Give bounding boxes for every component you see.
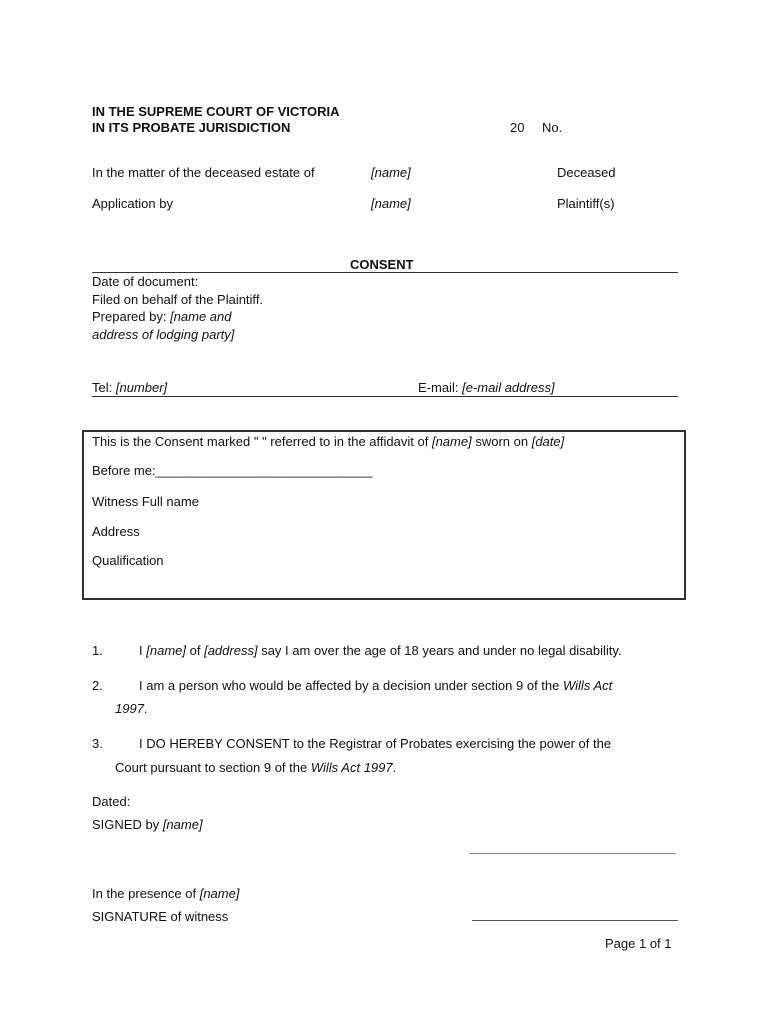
clause-1-address: [address] [204, 643, 258, 658]
clause-1-text [139, 643, 622, 658]
clause-3-end: . [392, 760, 397, 775]
title-rule [92, 272, 678, 273]
clause-1-part: of [189, 643, 201, 658]
affidavit-intro-text: This is the Consent marked " " referred to in the affidavit of [92, 434, 429, 449]
deceased-name: [name] [371, 165, 411, 180]
clause-2-number: 2. [92, 678, 103, 693]
clause-3-line1: I DO HEREBY CONSENT to the Registrar of Probates exercising the power of the [139, 736, 612, 751]
witness-qualification: Qualification [92, 553, 164, 568]
email-label: E-mail: [418, 380, 459, 395]
email [418, 380, 555, 395]
jurisdiction-line: IN ITS PROBATE JURISDICTION [92, 120, 291, 135]
year-prefix: 20 [510, 120, 525, 135]
witness-address: Address [92, 524, 140, 539]
witness-signature-line [472, 920, 678, 921]
affidavit-date: [date] [531, 434, 565, 449]
clause-2-text [139, 678, 612, 693]
applicant-role: Plaintiff(s) [557, 196, 615, 211]
clause-2-act: Wills Act [563, 678, 613, 693]
signed-by-name: [name] [162, 817, 203, 832]
dated-label: Dated: [92, 794, 131, 809]
filed-on-behalf: Filed on behalf of the Plaintiff. [92, 292, 264, 307]
clause-3-cont [115, 760, 396, 775]
email-value: [e-mail address] [462, 380, 555, 395]
telephone [92, 380, 167, 395]
deceased-role: Deceased [557, 165, 616, 180]
clause-1-number: 1. [92, 643, 103, 658]
prepared-by-value-cont: address of lodging party] [92, 327, 235, 342]
witness-full-name: Witness Full name [92, 494, 199, 509]
clause-1-part: I [139, 643, 143, 658]
clause-3-number: 3. [92, 736, 103, 751]
prepared-by [92, 309, 232, 324]
court-name-line: IN THE SUPREME COURT OF VICTORIA [92, 104, 340, 119]
prepared-by-label: Prepared by: [92, 309, 167, 324]
affidavit-deponent-name: [name] [431, 434, 472, 449]
clause-1-name: [name] [146, 643, 186, 658]
tel-value: [number] [115, 380, 168, 395]
presence-label: In the presence of [92, 886, 197, 901]
clause-3-act: Wills Act 1997 [310, 760, 393, 775]
signatory-signature-line [470, 853, 676, 854]
clause-2-cont [115, 701, 148, 716]
tel-label: Tel: [92, 380, 113, 395]
application-label: Application by [92, 196, 173, 211]
number-label: No. [542, 120, 563, 135]
witness-signature-label: SIGNATURE of witness [92, 909, 229, 924]
clause-2-line1: I am a person who would be affected by a decision under section 9 of the [139, 678, 560, 693]
document-title: CONSENT [350, 257, 414, 272]
affidavit-box [82, 430, 686, 600]
clause-2-end: . [143, 701, 148, 716]
clause-1-part: say I am over the age of 18 years and under no legal disability. [261, 643, 622, 658]
signed-by [92, 817, 203, 832]
signed-by-label: SIGNED by [92, 817, 160, 832]
presence-of [92, 886, 239, 901]
affidavit-intro [92, 434, 564, 449]
prepared-by-value: [name and [170, 309, 232, 324]
before-me-line: Before me:______________________________ [92, 463, 373, 478]
page-number: Page 1 of 1 [605, 936, 672, 951]
clause-2-year: 1997 [115, 701, 144, 716]
contact-rule [92, 396, 678, 397]
date-of-document: Date of document: [92, 274, 199, 289]
presence-name: [name] [199, 886, 240, 901]
applicant-name: [name] [371, 196, 411, 211]
clause-3-line2: Court pursuant to section 9 of the [115, 760, 308, 775]
matter-label: In the matter of the deceased estate of [92, 165, 315, 180]
affidavit-sworn-on: sworn on [475, 434, 529, 449]
